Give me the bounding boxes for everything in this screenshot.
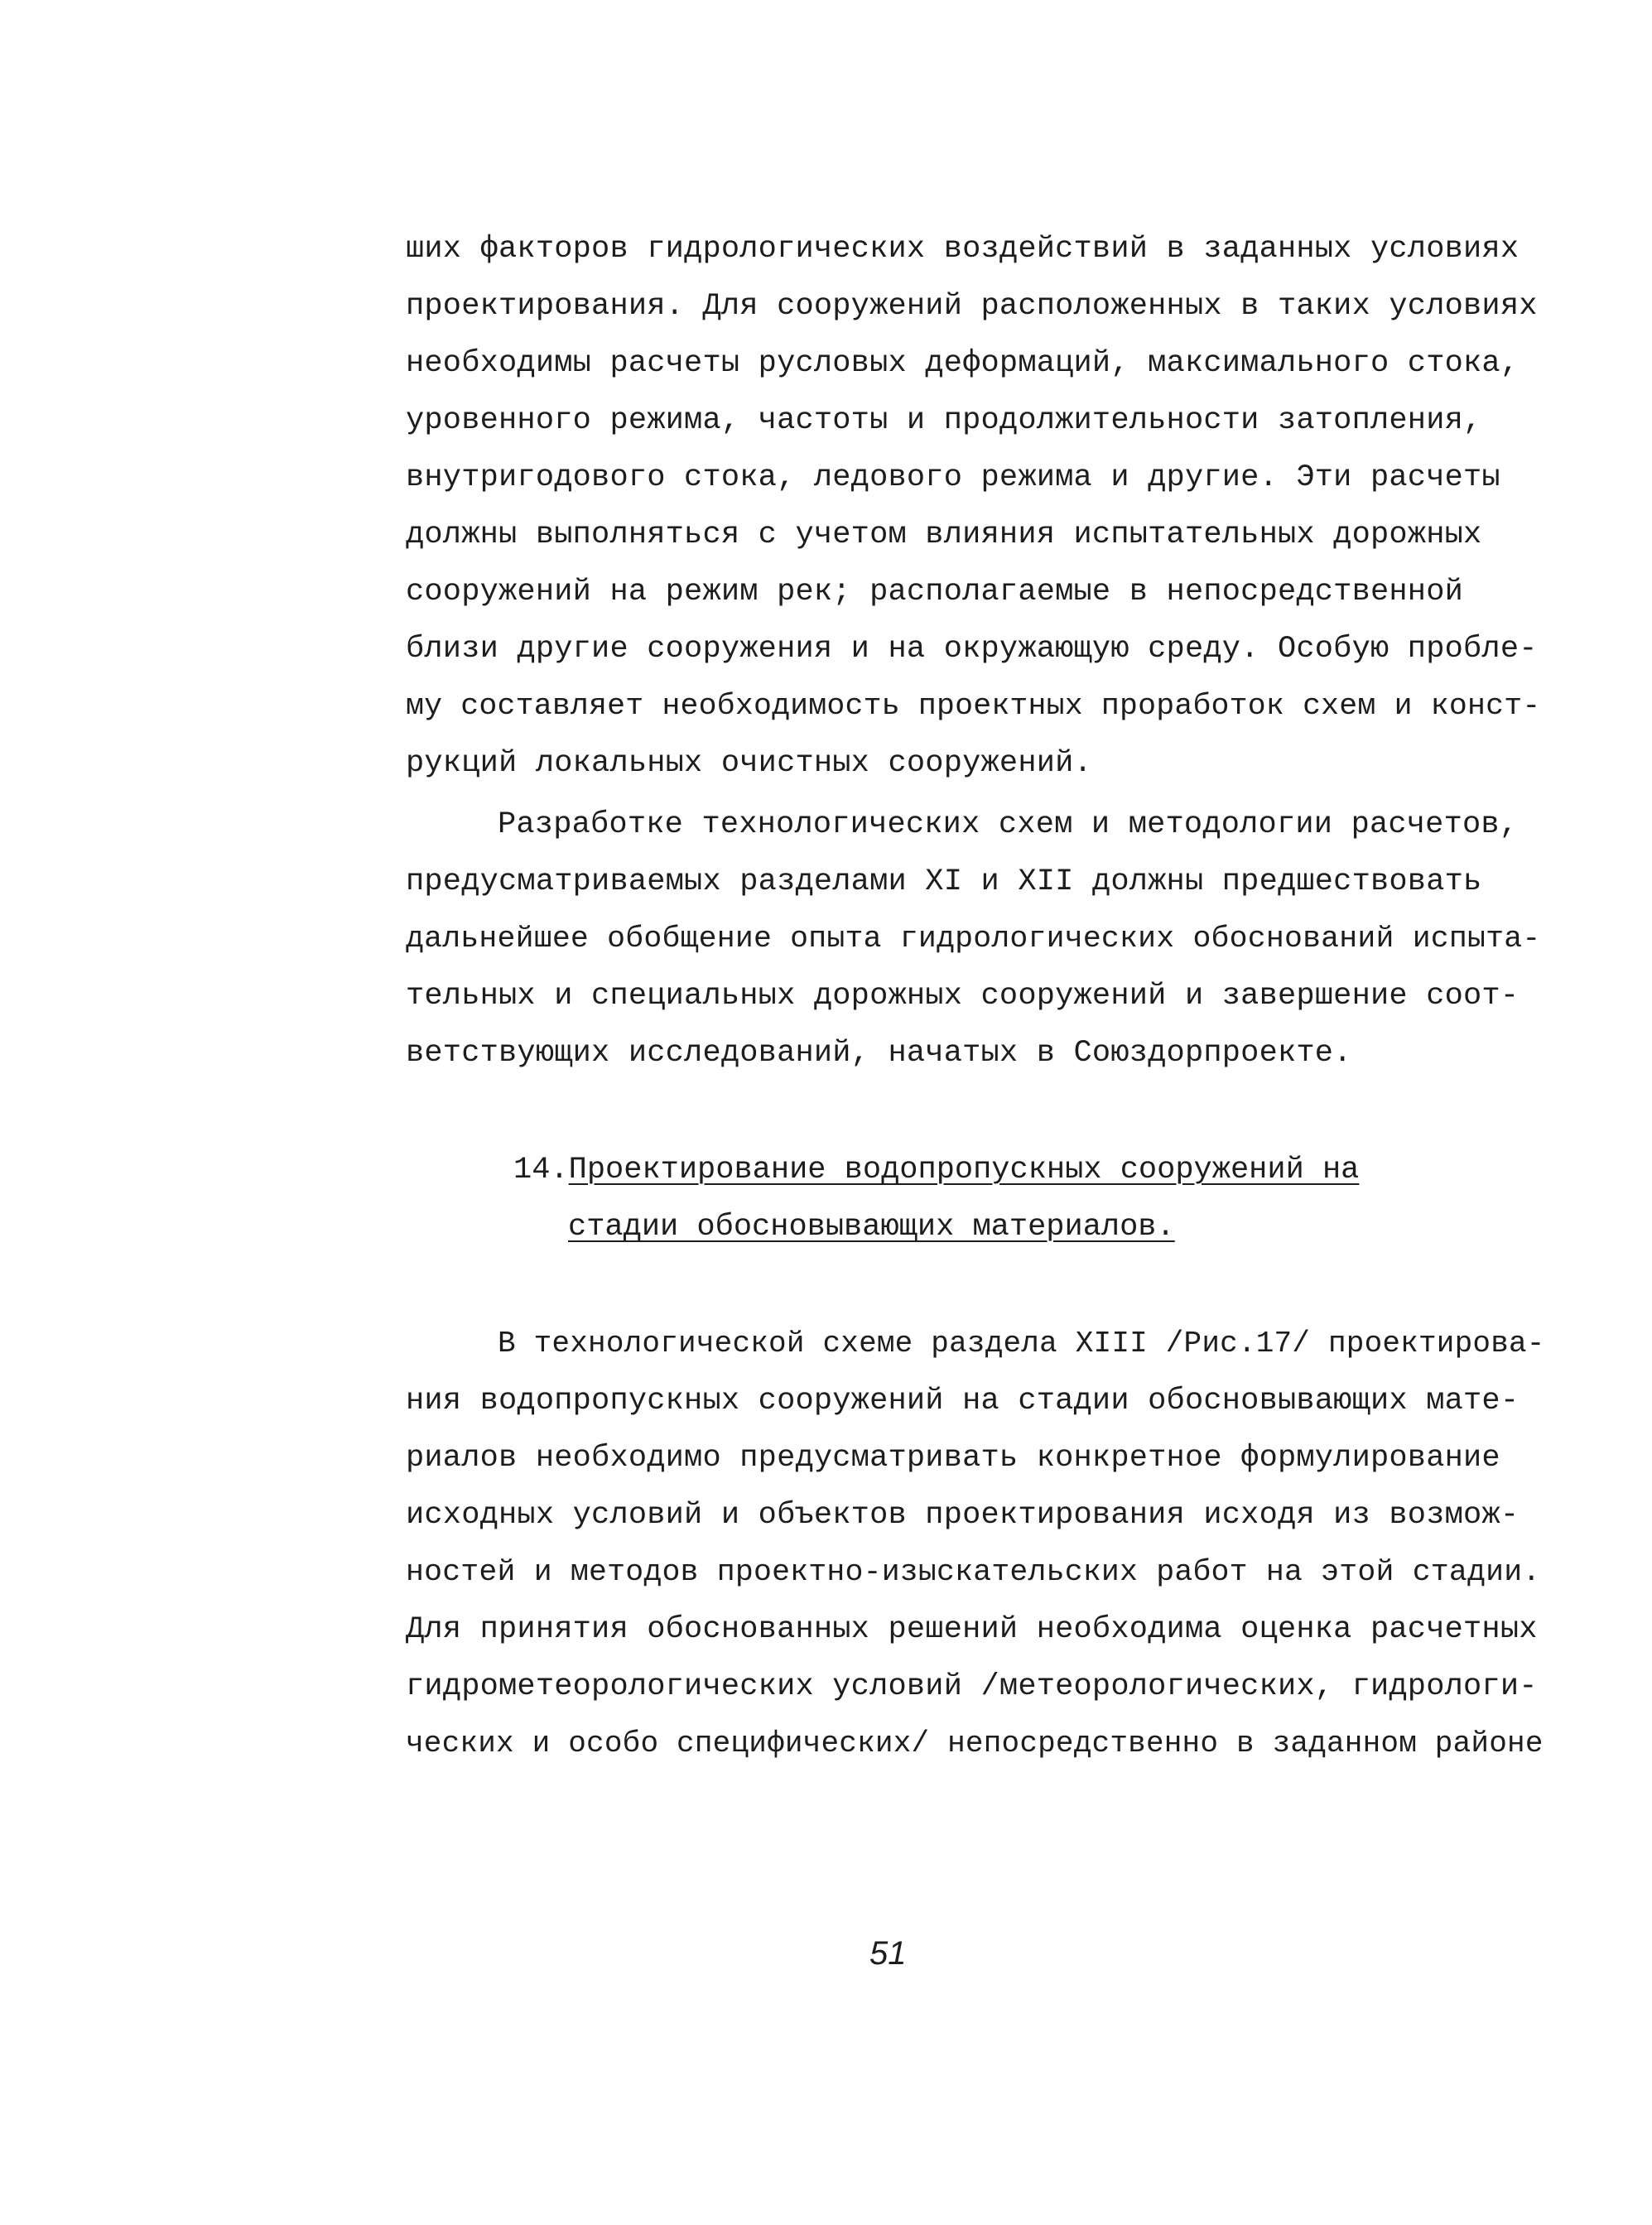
paragraph-2-line-2: предусматриваемых разделами XI и XII должны предшествовать: [406, 864, 1482, 899]
paragraph-3-line-6: Для принятия обоснованных решений необходима оценка расчетных: [406, 1612, 1538, 1647]
paragraph-1-line-5: внутригодового стока, ледового режима и другие. Эти расчеты: [406, 460, 1500, 495]
paragraph-1-line-7: сооружений на режим рек; располагаемые в непосредственной: [406, 575, 1464, 609]
paragraph-1-line-6: должны выполняться с учетом влияния испытательных дорожных: [406, 518, 1482, 552]
paragraph-1-line-8: близи другие сооружения и на окружающую среду. Особую пробле-: [406, 632, 1538, 667]
paragraph-1-line-3: необходимы расчеты русловых деформаций, максимального стока,: [406, 346, 1520, 381]
paragraph-2-line-4: тельных и специальных дорожных сооружений и завершение соот-: [406, 979, 1520, 1014]
paragraph-3-line-7: гидрометеорологических условий /метеорологических, гидрологи-: [406, 1669, 1538, 1704]
paragraph-2-line-1: Разработке технологических схем и методологии расчетов,: [498, 807, 1519, 842]
paragraph-1-line-4: уровенного режима, частоты и продолжительности затопления,: [406, 403, 1482, 438]
paragraph-3-line-2: ния водопропускных сооружений на стадии обосновывающих мате-: [406, 1384, 1520, 1418]
section-title-part-2: стадии обосновывающих материалов.: [568, 1210, 1175, 1245]
paragraph-1-line-9: му составляет необходимость проектных проработок схем и конст-: [406, 689, 1541, 723]
paragraph-2-line-3: дальнейшее обобщение опыта гидрологических обоснований испыта-: [406, 922, 1541, 956]
section-heading-line-2: [568, 1210, 1175, 1245]
paragraph-3-line-8: ческих и особо специфических/ непосредственно в заданном районе: [406, 1727, 1544, 1760]
section-number: 14.: [513, 1153, 569, 1187]
paragraph-1-line-1: ших факторов гидрологических воздействий в заданных условиях: [406, 232, 1520, 267]
paragraph-1-line-2: проектирования. Для сооружений расположенных в таких условиях: [406, 289, 1538, 324]
section-heading-line-1: [513, 1153, 1359, 1187]
paragraph-3-line-5: ностей и методов проектно-изыскательских работ на этой стадии.: [406, 1555, 1541, 1589]
paragraph-2-line-5: ветствующих исследований, начатых в Союздорпроекте.: [406, 1036, 1352, 1071]
paragraph-3-line-3: риалов необходимо предусматривать конкретное формулирование: [406, 1441, 1500, 1476]
paragraph-1-line-10: рукций локальных очистных сооружений.: [406, 746, 1092, 781]
paragraph-3-line-1: В технологической схеме раздела XIII /Рис.17/ проектирова-: [498, 1327, 1545, 1361]
page-number: 51: [869, 1935, 907, 1972]
paragraph-3-line-4: исходных условий и объектов проектирования исходя из возмож-: [406, 1498, 1520, 1533]
section-title-part-1: Проектирование водопропускных сооружений на: [568, 1153, 1360, 1187]
